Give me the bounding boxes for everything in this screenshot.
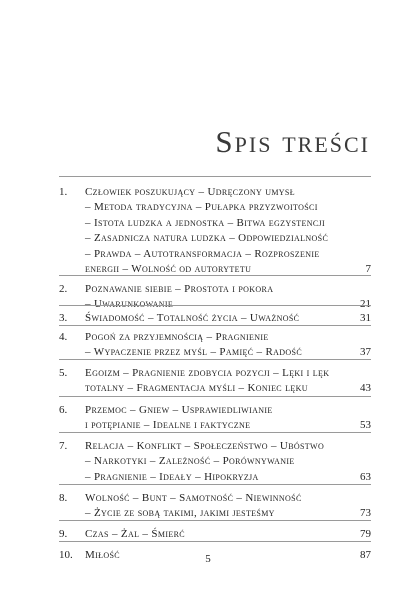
toc-entry-text-line: – Istota ludzka a jednostka – Bitwa egzystencji xyxy=(85,216,326,229)
toc-entry-text-line: Wolność – Bunt – Samotność – Niewinność xyxy=(85,492,302,504)
toc-entry-text-line: Relacja – Konflikt – Społeczeństwo – Ubóstwo xyxy=(85,440,325,452)
toc-entry-text-line: – Pragnienie – Ideały – Hipokryzja xyxy=(85,470,259,483)
divider xyxy=(59,541,371,542)
toc-entry-page: 53 xyxy=(360,419,371,432)
divider xyxy=(59,520,371,521)
toc-entry-text-line: Egoizm – Pragnienie zdobycia pozycji – Lęki i lęk xyxy=(85,367,330,379)
toc-entry-text-line: Czas – Żal – Śmierć xyxy=(85,528,185,540)
divider xyxy=(59,359,371,360)
toc-entry-page: 31 xyxy=(360,311,371,324)
toc-entry-text-line: – Metoda tradycyjna – Pułapka przyzwoitości xyxy=(85,201,318,214)
divider xyxy=(59,484,371,485)
toc-entry-text-line: Miłość xyxy=(85,549,120,561)
toc-entry-text-line: – Wypaczenie przez myśl – Pamięć – Radość xyxy=(85,346,303,359)
toc-entry-page: 79 xyxy=(360,527,371,540)
page-title: Spis treści xyxy=(215,124,370,159)
toc-entry-number: 4. xyxy=(59,331,68,343)
divider xyxy=(59,305,371,306)
toc-entry-page: 7 xyxy=(365,262,371,275)
toc-entry-number: 8. xyxy=(59,492,68,504)
toc-entry-page: 37 xyxy=(360,346,371,359)
toc-entry-text-line: – Prawda – Autotransformacja – Rozproszenie xyxy=(85,247,320,260)
toc-entry-text-line: Człowiek poszukujący – Udręczony umysł xyxy=(85,186,295,198)
toc-entry-number: 10. xyxy=(59,549,73,561)
toc-entry xyxy=(59,282,371,313)
toc-entry-number: 7. xyxy=(59,440,68,452)
toc-entry-number: 2. xyxy=(59,283,68,295)
toc-entry-number: 5. xyxy=(59,367,68,379)
toc-entry-page: 43 xyxy=(360,382,371,395)
toc-entry xyxy=(59,403,371,434)
divider xyxy=(59,396,371,397)
toc-entry xyxy=(59,330,371,361)
divider xyxy=(59,176,371,177)
toc-entry-text-line: – Narkotyki – Zależność – Porównywanie xyxy=(85,455,295,468)
toc-entry xyxy=(59,439,371,485)
toc-entry-number: 6. xyxy=(59,404,68,416)
toc-entry-text-line: energii – Wolność od autorytetu xyxy=(85,263,252,276)
divider xyxy=(59,325,371,326)
toc-entry-text-line: Pogoń za przyjemnością – Pragnienie xyxy=(85,331,269,343)
toc-entry-text-line: totalny – Fragmentacja myśli – Koniec lęku xyxy=(85,382,308,395)
toc-entry-page: 21 xyxy=(360,298,371,311)
toc-entry xyxy=(59,185,371,277)
toc-entry xyxy=(59,491,371,522)
toc-entry-page: 87 xyxy=(360,548,371,561)
toc-entry-page: 73 xyxy=(360,507,371,520)
toc-entry-text-line: Świadomość – Totalność życia – Uważność xyxy=(85,312,300,324)
toc-entry-text-line: i potępianie – Idealne i faktyczne xyxy=(85,419,251,432)
toc-entry-text-line: – Zasadnicza natura ludzka – Odpowiedzialność xyxy=(85,232,329,245)
toc-entry-text-line: – Uwarunkowanie xyxy=(85,298,174,311)
page-number: 5 xyxy=(205,553,211,565)
divider xyxy=(59,275,371,276)
toc-entry-text-line: Poznawanie siebie – Prostota i pokora xyxy=(85,283,274,295)
toc-entry-number: 3. xyxy=(59,312,68,324)
divider xyxy=(59,432,371,433)
toc-entry-page: 63 xyxy=(360,470,371,483)
toc-entry-text-line: – Życie ze sobą takimi, jakimi jesteśmy xyxy=(85,507,275,520)
toc-entry-text-line: Przemoc – Gniew – Usprawiedliwianie xyxy=(85,404,273,416)
toc-entry-number: 1. xyxy=(59,186,68,198)
toc-entry-number: 9. xyxy=(59,528,68,540)
toc-entry xyxy=(59,366,371,397)
